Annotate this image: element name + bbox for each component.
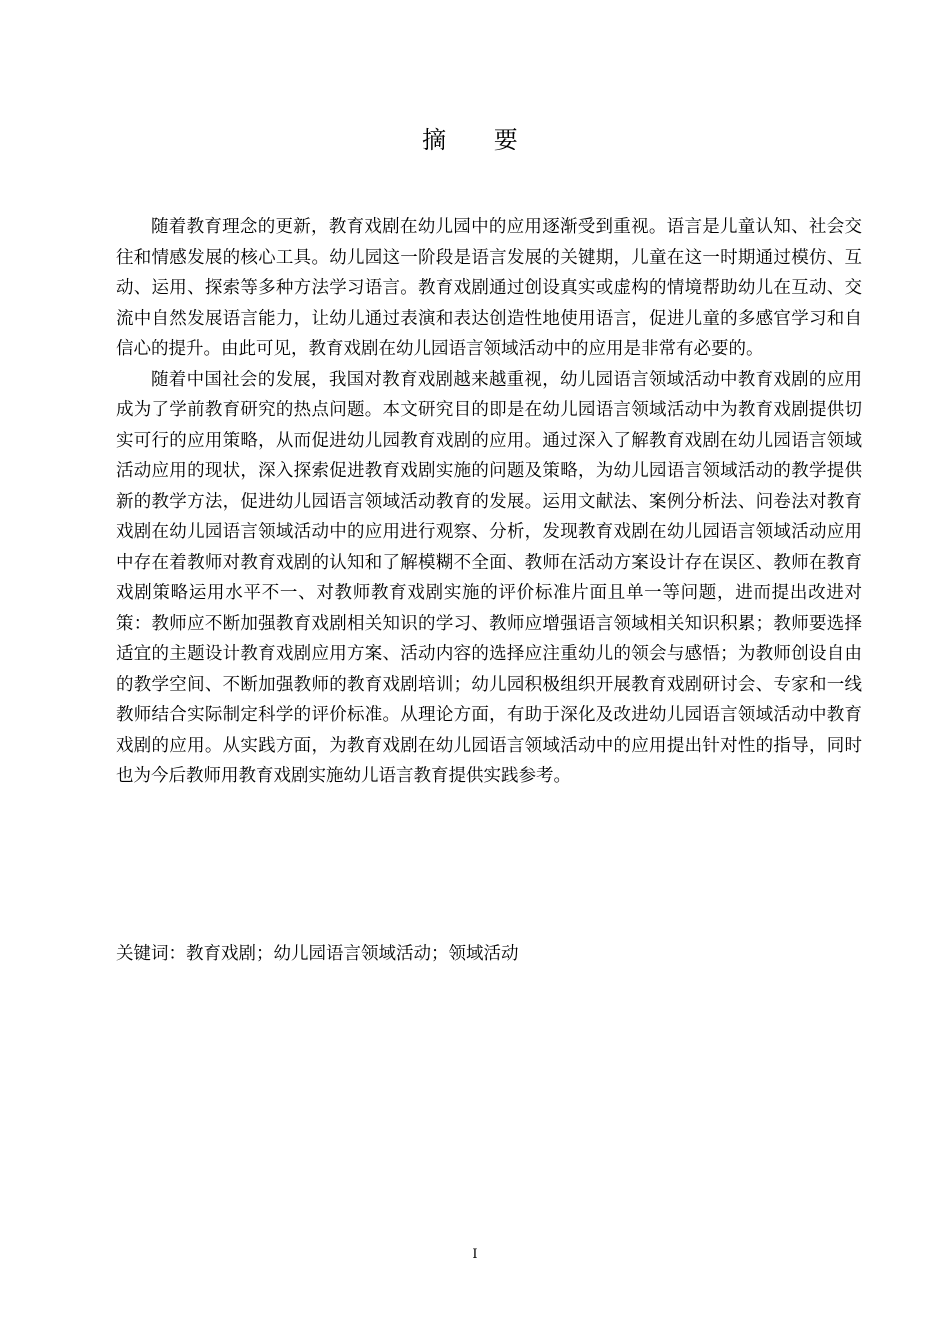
abstract-title: 摘 要 [422, 126, 538, 154]
abstract-paragraph-2: 随着中国社会的发展，我国对教育戏剧越来越重视，幼儿园语言领域活动中教育戏剧的应用成为了学前教育研究的热点问题。本文研究目的即是在幼儿园语言领域活动中为教育戏剧提供切实可行的应用策略，从而促进幼儿园教育戏剧的应用。通过深入了解教育戏剧在幼儿园语言领域活动应用的现状，深入探索促进教育戏剧实施的问题及策略，为幼儿园语言领域活动的教学提供新的教学方法，促进幼儿园语言领域活动教育的发展。运用文献法、案例分析法、问卷法对教育戏剧在幼儿园语言领域活动中的应用进行观察、分析，发现教育戏剧在幼儿园语言领域活动应用中存在着教师对教育戏剧的认知和了解模糊不全面、教师在活动方案设计存在误区、教师在教育戏剧策略运用水平不一、对教师教育戏剧实施的评价标准片面且单一等问题，进而提出改进对策：教师应不断加强教育戏剧相关知识的学习、教师应增强语言领域相关知识积累；教师要选择适宜的主题设计教育戏剧应用方案、活动内容的选择应注重幼儿的领会与感悟；为教师创设自由的教学空间、不断加强教师的教育戏剧培训；幼儿园积极组织开展教育戏剧研讨会、专家和一线教师结合实际制定科学的评价标准。从理论方面，有助于深化及改进幼儿园语言领域活动中教育戏剧的应用。从实践方面，为教育戏剧在幼儿园语言领域活动中的应用提出针对性的指导，同时也为今后教师用教育戏剧实施幼儿语言教育提供实践参考。 [116, 369, 862, 786]
abstract-paragraph-1: 随着教育理念的更新，教育戏剧在幼儿园中的应用逐渐受到重视。语言是儿童认知、社会交往和情感发展的核心工具。幼儿园这一阶段是语言发展的关键期，儿童在这一时期通过模仿、互动、运用、探索等多种方法学习语言。教育戏剧通过创设真实或虚构的情境帮助幼儿在互动、交流中自然发展语言能力，让幼儿通过表演和表达创造性地使用语言，促进儿童的多感官学习和自信心的提升。由此可见，教育戏剧在幼儿园语言领域活动中的应用是非常有必要的。 [116, 217, 862, 359]
keywords-label: 关键词： [116, 944, 186, 964]
page-number: I [472, 1247, 478, 1262]
keywords-values: 教育戏剧；幼儿园语言领域活动；领域活动 [186, 944, 519, 964]
keywords-line [116, 939, 862, 969]
abstract-body [116, 212, 862, 792]
